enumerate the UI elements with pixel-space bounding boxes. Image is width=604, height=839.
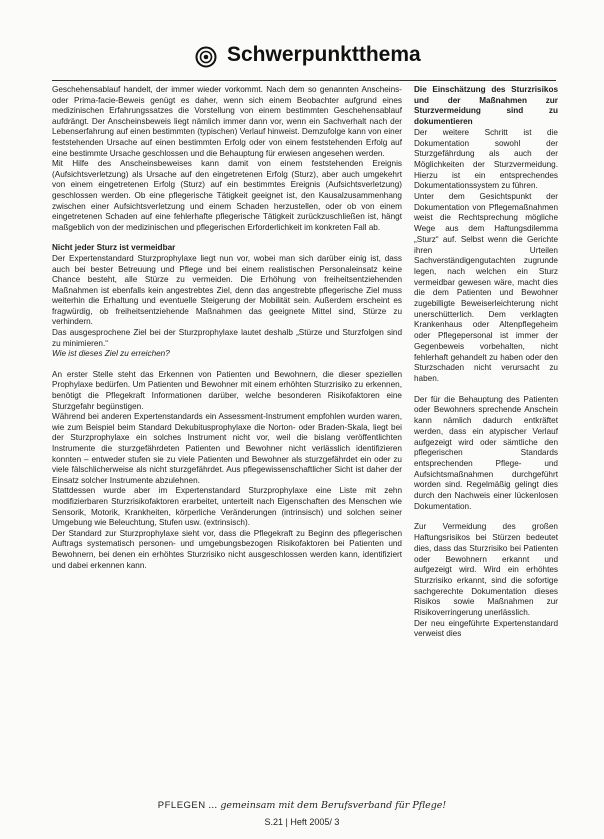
- paragraph: Das ausgesprochene Ziel bei der Sturzprophylaxe lautet deshalb „Stürze und Sturzfolgen sind zu minimieren.“: [52, 328, 402, 348]
- target-circle-icon: [195, 46, 217, 68]
- main-column: [52, 85, 402, 785]
- paragraph: Geschehensablauf handelt, der immer wieder vorkommt. Nach dem so genannten Anscheins- oder Prima-facie-Beweis genügt es daher, wenn sich einem Beobachter aufgrund eines medizinischen Erfahrungssatzes die Vorstellung von einem bestimmten Geschehensablauf aufdrängt. Der Anscheinsbeweis liegt nämlich immer dann vor, wenn ein Sachverhalt nach der Lebenserfahrung auf einen bestimmten (typischen) Verlauf hinweist. Demzufolge kann von einer feststehenden Ursache auf einen bestimmten Erfolg oder von einem feststehenden Erfolg auf eine bestimmte Ursache geschlossen und die Behauptung für erwiesen angesehen werden.: [52, 85, 402, 158]
- section-title: Schwerpunktthema: [227, 43, 421, 66]
- side-heading: Die Einschätzung des Sturzrisikos und der Maßnahmen zur Sturzvermeidung sind zu dokumentieren: [414, 85, 558, 127]
- paragraph: Mit Hilfe des Anscheinsbeweises kann damit von einem feststehenden Ereignis (Aufsichtsverletzung) als Ursache auf den eingetretenen Erfolg (Sturz), aber auch umgekehrt von einem eingetretenen Erfolg (Sturz) auf ein bestimmtes Ereignis (Aufsichtsverletzung) geschlossen werden. Ob eine pflegerische Tätigkeit geeignet ist, den Kausalzusammenhang zwischen einer Aufsichtsverletzung und einem Schaden herzustellen, oder ob von einem eingetretenen Schaden auf eine fehlerhafte pflegerische Tätigkeit zurückzuschließen ist, hängt maßgeblich von der medizinischen und pflegerischen Erforderlichkeit im konkreten Fall ab.: [52, 159, 402, 232]
- footer-tagline: [0, 800, 604, 811]
- page-header: [0, 38, 604, 78]
- paragraph: Der für die Behauptung des Patienten oder Bewohners sprechende Anschein kann nämlich dadurch entkräftet werden, dass ein atypischer Verlauf aufgezeigt wird oder sämtliche den pflegerischen Standards entsprechenden Pflege- und Aufsichtsmaßnahmen durchgeführt worden sind. Regelmäßig gelingt dies durch den Nachweis einer lückenlosen Dokumentation.: [414, 394, 558, 511]
- paragraph: Der Expertenstandard Sturzprophylaxe liegt nun vor, wobei man sich darüber einig ist, dass auch bei bester Betreuung und Pflege und bei einem realistischen Personaleinsatz keine Chance besteht, alle Stürze zu vermeiden. Die Erhöhung von freiheitsentziehenden Maßnahmen ist ebenfalls kein angestrebtes Ziel, denn das angestrebte pflegerische Ziel muss weiterhin die Erhaltung und eventuelle Steigerung der Mobilität sein. Außerdem erscheint es fragwürdig, ob freiheitsentziehende Maßnahmen das geeignete Mittel sind, Stürze zu verhindern.: [52, 253, 402, 327]
- subheading: Nicht jeder Sturz ist vermeidbar: [52, 243, 176, 253]
- paragraph: Unter dem Gesichtspunkt der Dokumentation von Pflegemaßnahmen weist die Rechtsprechung mögliche Wege aus dem Haftungsdilemma „Sturz“ auf. Selbst wenn die Gerichte ihren Urteilen Sachverständigengutachten zugrunde legen, nach welchen ein Sturz vermeidbar gewesen wäre, macht dies die dem Patienten und Bewohner zugebilligte Beweiserleichterung nicht unerschütterlich. Dem verklagten Krankenhaus oder Altenpflegeheim oder Pflegepersonal ist immer der Gegenbeweis vorbehalten, nicht fehlerhaft gehandelt zu haben oder den Sturzschaden nicht verursacht zu haben.: [414, 192, 558, 383]
- paragraph: Der Standard zur Sturzprophylaxe sieht vor, dass die Pflegekraft zu Beginn des pflegerischen Auftrags systematisch personen- und umgebungsbezogen Risikofaktoren bei Patienten und Bewohnern, bei denen ein erhöhtes Sturzrisiko nicht ausgeschlossen werden kann, identifiziert und dabei erkennen kann.: [52, 528, 402, 570]
- footer-slogan: ... gemeinsam mit dem Berufsverband für Pflege!: [208, 800, 447, 811]
- paragraph: Der weitere Schritt ist die Dokumentation sowohl der Sturzgefährdung als auch der Möglichkeiten der Sturzvermeidung. Hierzu ist ein entsprechendes Dokumentationssystem zu führen.: [414, 127, 558, 191]
- paragraph-question: Wie ist dieses Ziel zu erreichen?: [52, 349, 170, 359]
- footer-brand: PFLEGEN: [157, 800, 206, 811]
- paragraph: Zur Vermeidung des großen Haftungsrisikos bei Stürzen bedeutet dies, dass das Sturzrisiko bei Patienten oder Bewohnern erkannt und aufgezeigt wird. Wird ein erhöhtes Sturzrisiko erkannt, sind die sofortige sachgerechte Dokumentation dieses Risikos sowie Maßnahmen zur Risikoverringerung unerlässlich.: [414, 522, 558, 618]
- header-rule: [52, 80, 556, 81]
- paragraph: Während bei anderen Expertenstandards ein Assessment-Instrument empfohlen wurden waren, wie zum Beispiel beim Standard Dekubitusprophylaxe die Norton- oder Braden-Skala, liegt bei der Sturzprophylaxe ein solches Instrument nicht vor, weil die bislang veröffentlichten Instrumente die sturzgefährdeten Patienten und Bewohner nicht verlässlich identifizieren konnten – entweder stufen sie zu viele Patienten und Bewohner als sturzgefährdet ein oder zu viele fälschlicherweise als nicht sturzgefährdet. Aus pflegewissenschaftlicher Sicht ist daher der Einsatz solcher Instrumente abzulehnen.: [52, 412, 402, 485]
- paragraph: Stattdessen wurde aber im Expertenstandard Sturzprophylaxe eine Liste mit zehn modifizierbaren Sturzrisikofaktoren erarbeitet, unterteilt nach Eigenschaften des Menschen wie Sensorik, Motorik, Krankheiten, körperliche Veränderungen (intrinsisch) und solchen seiner Umgebung wie Beleuchtung, Stufen usw. (extrinsisch).: [52, 486, 402, 528]
- paragraph: Der neu eingeführte Expertenstandard verweist dies: [414, 618, 558, 639]
- page-number: S.21 | Heft 2005/ 3: [264, 817, 340, 827]
- paragraph: An erster Stelle steht das Erkennen von Patienten und Bewohnern, die dieser speziellen Prophylaxe bedürfen. Um Patienten und Bewohner mit einem erhöhten Sturzrisiko zu erkennen, benötigt die Pflegekraft Informationen darüber, welche besonderen Risikofaktoren eine Sturzgefahr begünstigen.: [52, 369, 402, 411]
- side-column: [414, 85, 558, 795]
